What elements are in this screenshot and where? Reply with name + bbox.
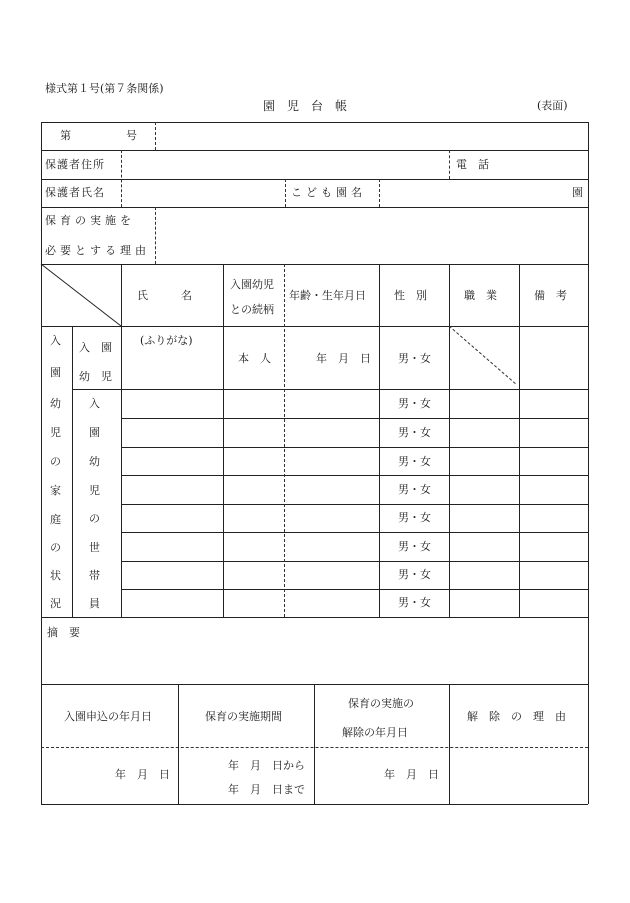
child-label-line1: 入 園: [79, 341, 112, 354]
school-name-label: こども園名: [291, 186, 366, 199]
side-char: の: [50, 455, 61, 468]
birth-date-label: 年 月 日: [316, 352, 371, 365]
member-sex: 男・女: [398, 426, 431, 439]
side-char: 況: [50, 597, 61, 610]
header-relation-line1: 入園幼児: [230, 278, 274, 291]
header-job: 職 業: [464, 289, 497, 302]
member-sex: 男・女: [398, 455, 431, 468]
furigana-label: (ふりがな): [140, 334, 193, 347]
summary-label: 摘 要: [47, 626, 80, 639]
member-char: 世: [89, 541, 100, 554]
member-char: の: [89, 512, 100, 525]
period-from: 年 月 日から: [228, 759, 305, 772]
header-age: 年齢・生年月日: [289, 289, 366, 302]
side-char: 入: [50, 334, 61, 347]
member-char: 帯: [89, 569, 100, 582]
period-to: 年 月 日まで: [228, 783, 305, 796]
member-sex: 男・女: [398, 511, 431, 524]
application-date-value: 年 月 日: [115, 768, 170, 781]
header-name: 氏 名: [137, 289, 192, 302]
side-char: 幼: [50, 397, 61, 410]
reason-label-line2: 必要とする理由: [45, 244, 150, 257]
cancel-date-header-line2: 解除の年月日: [342, 726, 408, 739]
side-char: 家: [50, 484, 61, 497]
member-char: 園: [89, 426, 100, 439]
side-char: の: [50, 541, 61, 554]
member-sex: 男・女: [398, 397, 431, 410]
cancel-reason-header: 解 除 の 理 由: [467, 710, 566, 723]
guardian-address-label: 保護者住所: [45, 158, 105, 171]
child-sex: 男・女: [398, 352, 431, 365]
side-char: 庭: [50, 513, 61, 526]
number-label: 第 号: [60, 129, 137, 142]
reason-label-line1: 保育の実施を: [45, 214, 135, 227]
member-sex: 男・女: [398, 483, 431, 496]
member-sex: 男・女: [398, 596, 431, 609]
member-char: 児: [89, 484, 100, 497]
guardian-name-label: 保護者氏名: [45, 186, 105, 199]
member-sex: 男・女: [398, 540, 431, 553]
child-label-line2: 幼 児: [79, 370, 112, 383]
header-sex: 性 別: [394, 289, 427, 302]
school-suffix: 園: [572, 186, 583, 199]
side-char: 園: [50, 366, 61, 379]
side-char: 状: [50, 569, 61, 582]
form-label: 様式第１号(第７条関係): [45, 82, 164, 95]
member-char: 入: [89, 397, 100, 410]
phone-label: 電 話: [456, 158, 489, 171]
header-relation-line2: との続柄: [230, 303, 274, 316]
member-sex: 男・女: [398, 568, 431, 581]
self-label: 本 人: [238, 352, 271, 365]
application-date-header: 入園申込の年月日: [64, 710, 152, 723]
member-char: 幼: [89, 455, 100, 468]
side-label: (表面): [537, 99, 568, 112]
cancel-date-header-line1: 保育の実施の: [348, 697, 414, 710]
header-remarks: 備 考: [534, 289, 567, 302]
cancel-date-value: 年 月 日: [384, 768, 439, 781]
side-char: 児: [50, 426, 61, 439]
page-title: 園 児 台 帳: [263, 99, 348, 113]
member-char: 員: [89, 597, 100, 610]
period-header: 保育の実施期間: [205, 710, 282, 723]
